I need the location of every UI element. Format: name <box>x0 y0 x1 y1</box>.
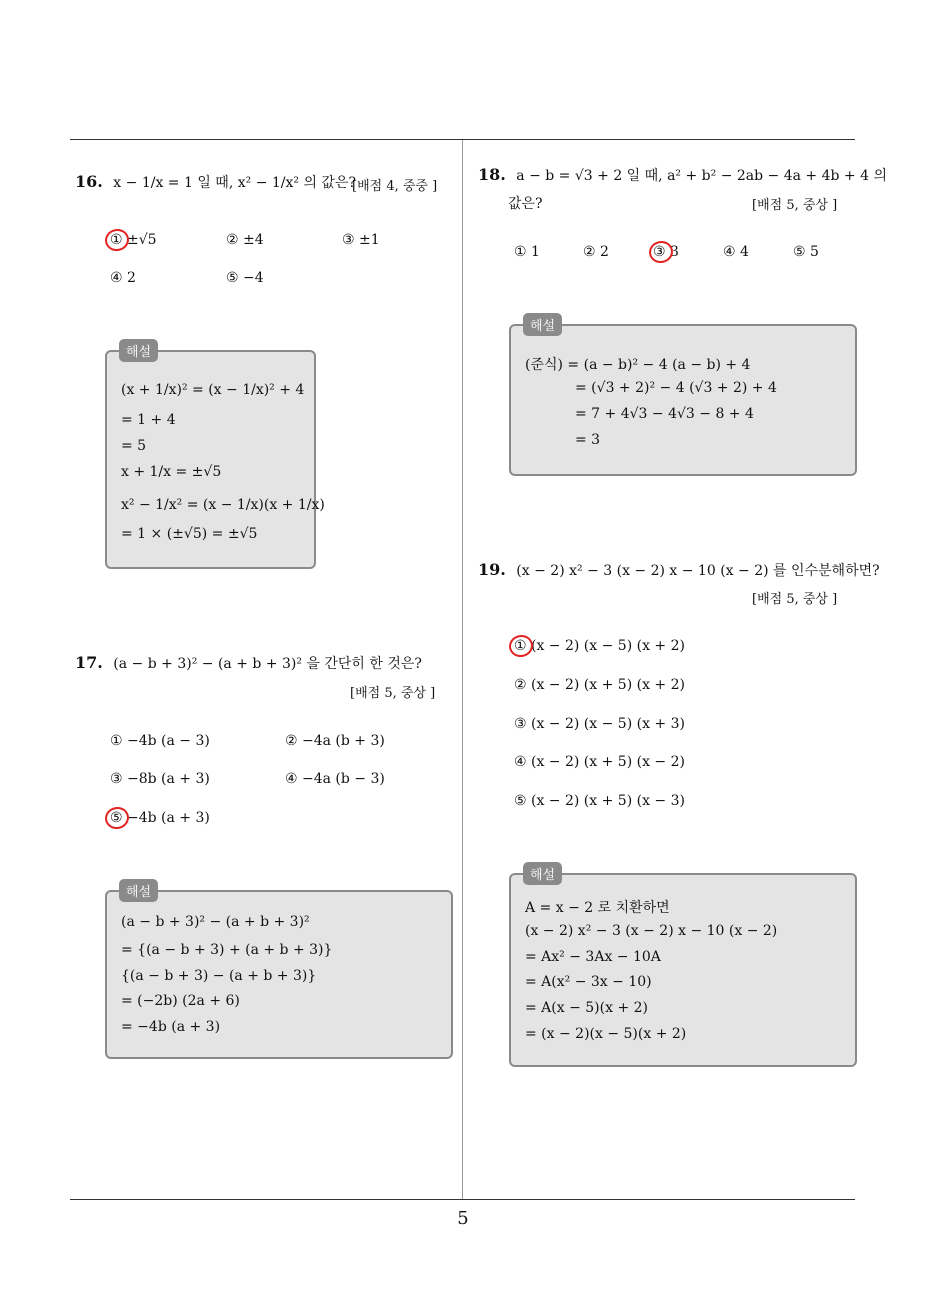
q18-explanation-box <box>509 319 857 476</box>
q17-explanation-box <box>105 885 453 1059</box>
explanation-line: = (−2b) (2a + 6) <box>121 993 240 1009</box>
explanation-line: = A(x² − 3x − 10) <box>525 974 652 990</box>
explanation-label: 해설 <box>523 862 562 885</box>
explanation-line: (a − b + 3)² − (a + b + 3)² <box>121 914 310 930</box>
explanation-line: = −4b (a + 3) <box>121 1019 221 1035</box>
answer-mark <box>103 227 131 254</box>
question-19-score: [배점 5, 중상 ] <box>752 592 838 607</box>
question-19-stem <box>478 560 880 580</box>
q16-explanation-box <box>105 345 325 569</box>
q16-option-4[interactable]: ④ 2 <box>110 270 136 286</box>
question-text: (a − b + 3)² − (a + b + 3)² 을 간단히 한 것은? <box>113 656 422 672</box>
q16-option-1[interactable]: ① ±√5 <box>110 232 157 248</box>
answer-mark <box>103 805 131 832</box>
q16-option-2[interactable]: ② ±4 <box>226 232 264 248</box>
explanation-line: = Ax² − 3Ax − 10A <box>525 949 661 965</box>
question-16-score: [배점 4, 중중 ] <box>352 179 438 194</box>
explanation-line: x + 1/x = ±√5 <box>121 464 222 480</box>
q17-option-1[interactable]: ① −4b (a − 3) <box>110 733 210 749</box>
answer-mark <box>647 239 675 266</box>
q18-option-3[interactable]: ③ 3 <box>653 244 679 260</box>
question-16-stem <box>75 172 356 192</box>
explanation-line: (x − 2) x² − 3 (x − 2) x − 10 (x − 2) <box>525 923 778 939</box>
question-number: 18. <box>478 165 506 184</box>
column-divider <box>462 140 463 1200</box>
explanation-line: = 7 + 4√3 − 4√3 − 8 + 4 <box>575 406 754 422</box>
explanation-line: = {(a − b + 3) + (a + b + 3)} <box>121 942 333 958</box>
q17-option-2[interactable]: ② −4a (b + 3) <box>285 733 385 749</box>
explanation-line: x² − 1/x² = (x − 1/x)(x + 1/x) <box>121 497 325 513</box>
explanation-line: = (x − 2)(x − 5)(x + 2) <box>525 1026 687 1042</box>
explanation-line: A = x − 2 로 치환하면 <box>525 900 670 916</box>
bottom-rule <box>70 1199 855 1200</box>
explanation-label: 해설 <box>119 339 158 362</box>
page-number: 5 <box>457 1208 469 1229</box>
explanation-label: 해설 <box>523 313 562 336</box>
q19-option-3[interactable]: ③ (x − 2) (x − 5) (x + 3) <box>514 716 685 732</box>
explanation-line: (준식) = (a − b)² − 4 (a − b) + 4 <box>525 357 751 373</box>
question-number: 19. <box>478 560 506 579</box>
explanation-line: = A(x − 5)(x + 2) <box>525 1000 649 1016</box>
q19-option-5[interactable]: ⑤ (x − 2) (x + 5) (x − 3) <box>514 793 685 809</box>
q19-option-1[interactable]: ① (x − 2) (x − 5) (x + 2) <box>514 638 685 654</box>
question-17-score: [배점 5, 중상 ] <box>350 686 436 701</box>
question-17-stem <box>75 653 422 673</box>
q16-option-5[interactable]: ⑤ −4 <box>226 270 264 286</box>
explanation-line: = 1 + 4 <box>121 412 176 428</box>
q18-option-4[interactable]: ④ 4 <box>723 244 749 260</box>
question-18-stem-continued: 값은? <box>508 196 543 212</box>
explanation-line: (x + 1/x)² = (x − 1/x)² + 4 <box>121 382 305 398</box>
q18-option-2[interactable]: ② 2 <box>583 244 609 260</box>
question-18-score: [배점 5, 중상 ] <box>752 198 838 213</box>
answer-mark <box>507 633 535 660</box>
explanation-label: 해설 <box>119 879 158 902</box>
question-number: 17. <box>75 653 103 672</box>
q16-option-3[interactable]: ③ ±1 <box>342 232 380 248</box>
question-number: 16. <box>75 172 103 191</box>
explanation-line: = 1 × (±√5) = ±√5 <box>121 526 258 542</box>
q19-option-4[interactable]: ④ (x − 2) (x + 5) (x − 2) <box>514 754 685 770</box>
q17-option-4[interactable]: ④ −4a (b − 3) <box>285 771 385 787</box>
question-18-stem <box>478 165 887 185</box>
question-text: (x − 2) x² − 3 (x − 2) x − 10 (x − 2) 를 인수분해하면? <box>516 563 880 579</box>
explanation-line: = 3 <box>575 432 601 448</box>
explanation-line: {(a − b + 3) − (a + b + 3)} <box>121 968 317 984</box>
q18-option-5[interactable]: ⑤ 5 <box>793 244 819 260</box>
q18-option-1[interactable]: ① 1 <box>514 244 540 260</box>
explanation-line: = 5 <box>121 438 147 454</box>
explanation-line: = (√3 + 2)² − 4 (√3 + 2) + 4 <box>575 380 777 396</box>
q17-option-5[interactable]: ⑤ −4b (a + 3) <box>110 810 210 826</box>
q17-option-3[interactable]: ③ −8b (a + 3) <box>110 771 210 787</box>
q19-explanation-box <box>509 868 857 1067</box>
question-text: a − b = √3 + 2 일 때, a² + b² − 2ab − 4a + 4b + 4 의 <box>516 168 887 184</box>
question-text: x − 1/x = 1 일 때, x² − 1/x² 의 값은? <box>113 175 356 191</box>
q19-option-2[interactable]: ② (x − 2) (x + 5) (x + 2) <box>514 677 685 693</box>
